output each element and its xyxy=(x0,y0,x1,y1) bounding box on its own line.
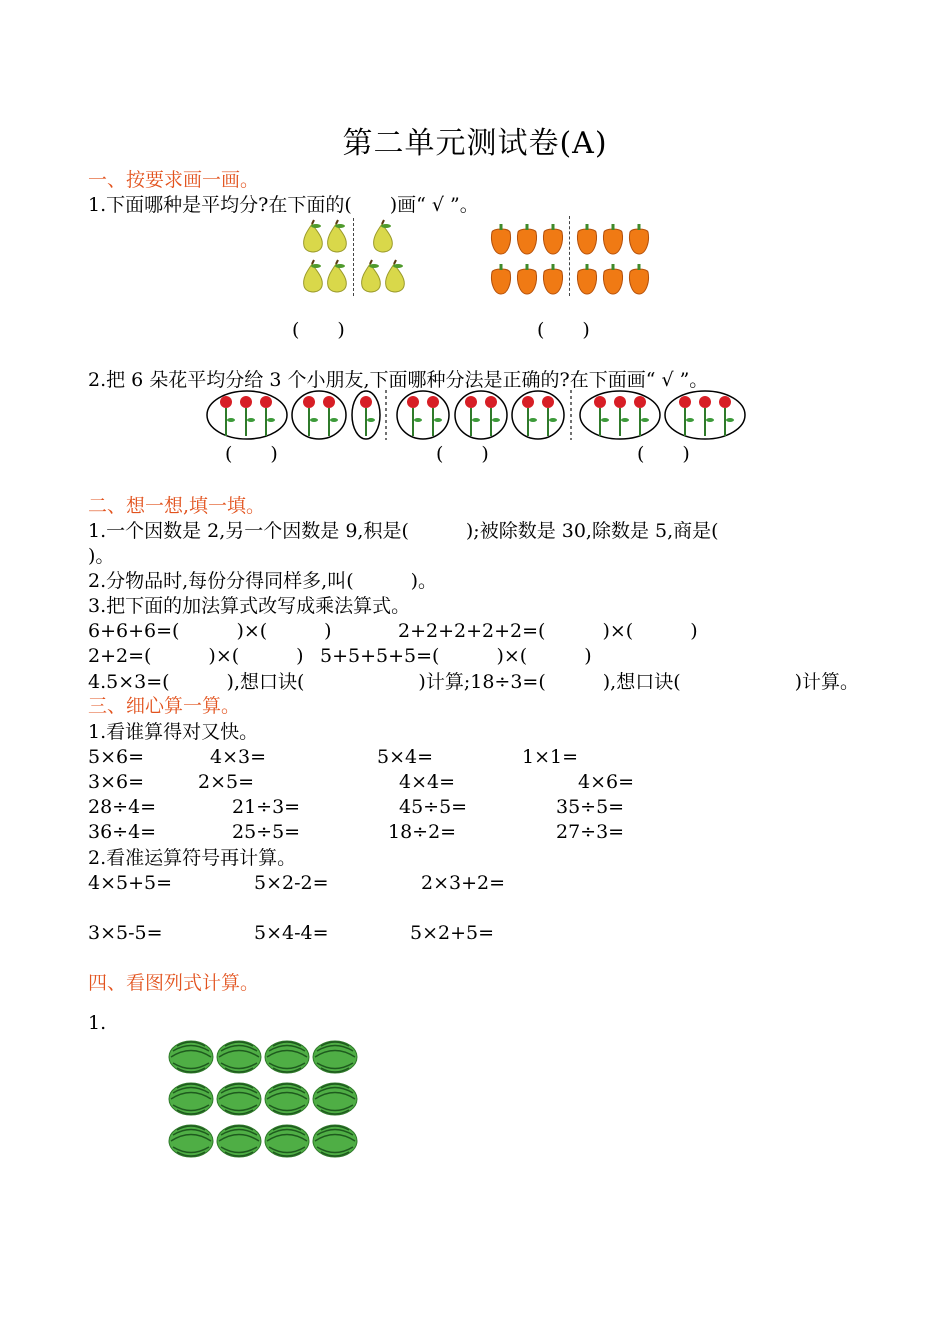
calc-item: 5×2-2= xyxy=(254,872,329,894)
q3-2-text: 2.看准运算符号再计算。 xyxy=(88,847,297,869)
watermelon-icon xyxy=(313,1041,357,1073)
q1-1-text: 1.下面哪种是平均分?在下面的( )画“ √ ”。 xyxy=(88,194,479,216)
watermelon-icon xyxy=(265,1125,309,1157)
q2-4-text: 4.5×3=( ),想口诀( )计算;18÷3=( ),想口诀( )计算。 xyxy=(88,671,860,693)
pear-icon xyxy=(300,220,350,256)
equation: 2+2=( )×( ) xyxy=(88,645,304,667)
equation: 5+5+5+5=( )×( ) xyxy=(320,645,592,667)
q3-1-text: 1.看谁算得对又快。 xyxy=(88,721,259,743)
calc-item: 4×3= xyxy=(210,746,267,768)
watermelon-icon xyxy=(313,1125,357,1157)
answer-blank[interactable]: ( ) xyxy=(637,443,690,465)
calc-item: 5×4-4= xyxy=(254,922,329,944)
flower-ellipse xyxy=(397,391,449,439)
pepper-icon xyxy=(574,222,652,256)
q2-1-text-cont: )。 xyxy=(88,545,115,567)
watermelon-icon xyxy=(169,1083,213,1115)
pear-icon xyxy=(358,260,408,296)
calc-item: 18÷2= xyxy=(388,821,457,843)
pear-icon xyxy=(300,260,350,296)
q2-3-text: 3.把下面的加法算式改写成乘法算式。 xyxy=(88,595,411,617)
calc-item: 5×6= xyxy=(88,746,145,768)
calc-item: 25÷5= xyxy=(232,821,301,843)
calc-item: 2×5= xyxy=(198,771,255,793)
watermelon-grid xyxy=(168,1040,360,1160)
pepper-icon xyxy=(574,262,652,296)
q1-2-text: 2.把 6 朵花平均分给 3 个小朋友,下面哪种分法是正确的?在下面画“ √ ”。 xyxy=(88,369,709,391)
watermelon-icon xyxy=(265,1041,309,1073)
calc-item: 27÷3= xyxy=(556,821,625,843)
q4-1-number: 1. xyxy=(88,1012,107,1034)
q2-2-text: 2.分物品时,每份分得同样多,叫( )。 xyxy=(88,570,438,592)
flower-ellipse xyxy=(512,391,564,439)
answer-blank[interactable]: ( ) xyxy=(537,319,590,341)
answer-blank[interactable]: ( ) xyxy=(225,443,278,465)
watermelon-icon xyxy=(313,1083,357,1115)
page-title: 第二单元测试卷(A) xyxy=(342,126,608,161)
watermelon-icon xyxy=(169,1041,213,1073)
pepper-icon xyxy=(488,222,566,256)
calc-item: 4×4= xyxy=(399,771,456,793)
q2-1-text: 1.一个因数是 2,另一个因数是 9,积是( );被除数是 30,除数是 5,商是( xyxy=(88,520,719,542)
calc-item: 36÷4= xyxy=(88,821,157,843)
calc-item: 5×2+5= xyxy=(410,922,495,944)
divider-line xyxy=(569,216,570,296)
watermelon-icon xyxy=(217,1041,261,1073)
section-one-heading: 一、按要求画一画。 xyxy=(88,169,260,191)
watermelon-icon xyxy=(217,1083,261,1115)
divider-line xyxy=(353,218,354,296)
section-two-heading: 二、想一想,填一填。 xyxy=(88,495,266,517)
calc-item: 3×6= xyxy=(88,771,145,793)
section-three-heading: 三、细心算一算。 xyxy=(88,695,241,717)
calc-item: 28÷4= xyxy=(88,796,157,818)
calc-item: 35÷5= xyxy=(556,796,625,818)
watermelon-icon xyxy=(265,1083,309,1115)
calc-item: 45÷5= xyxy=(399,796,468,818)
pepper-icon xyxy=(488,262,566,296)
calc-item: 4×5+5= xyxy=(88,872,173,894)
equation: 2+2+2+2+2=( )×( ) xyxy=(398,620,698,642)
pear-icon xyxy=(370,220,396,256)
calc-item: 1×1= xyxy=(522,746,579,768)
watermelon-icon xyxy=(217,1125,261,1157)
calc-item: 3×5-5= xyxy=(88,922,163,944)
flower-ellipse xyxy=(455,391,507,439)
calc-item: 21÷3= xyxy=(232,796,301,818)
answer-blank[interactable]: ( ) xyxy=(292,319,345,341)
flower-ellipse xyxy=(292,391,346,439)
calc-item: 4×6= xyxy=(578,771,635,793)
answer-blank[interactable]: ( ) xyxy=(436,443,489,465)
section-four-heading: 四、看图列式计算。 xyxy=(88,972,260,994)
equation: 6+6+6=( )×( ) xyxy=(88,620,332,642)
flower-groups xyxy=(200,388,780,444)
calc-item: 5×4= xyxy=(377,746,434,768)
watermelon-icon xyxy=(169,1125,213,1157)
calc-item: 2×3+2= xyxy=(421,872,506,894)
